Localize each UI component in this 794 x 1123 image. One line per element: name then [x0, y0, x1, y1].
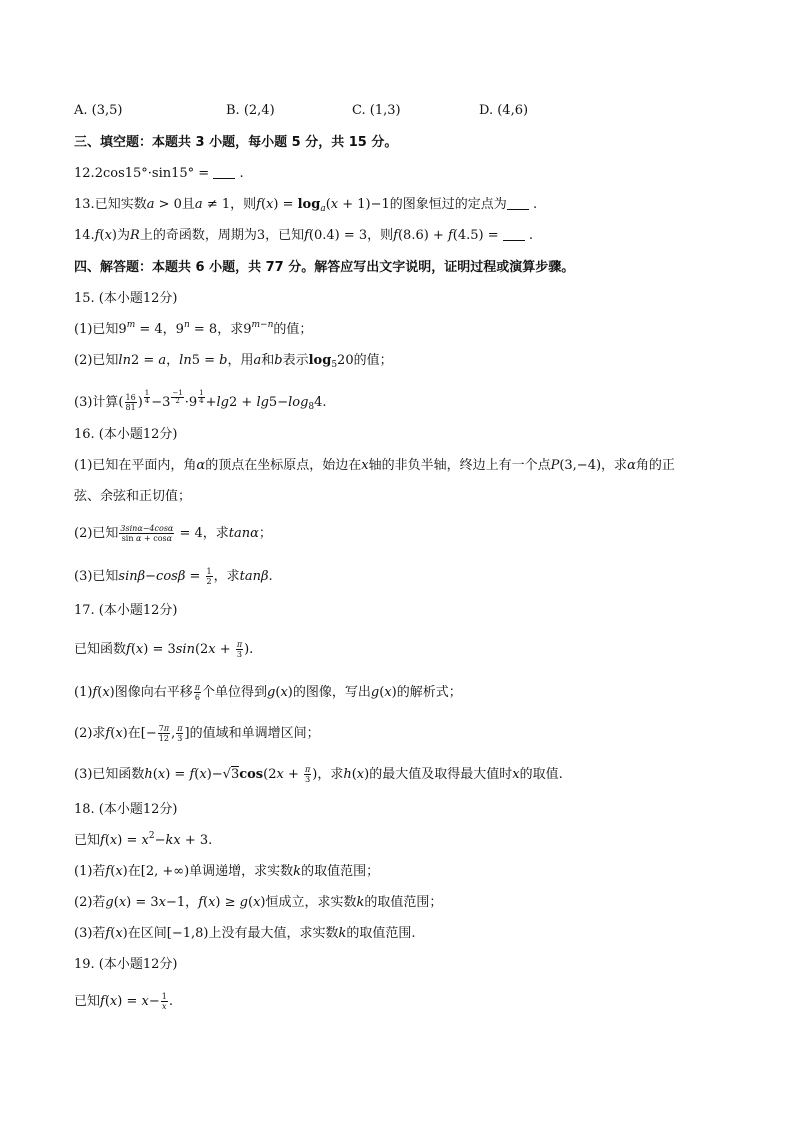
option-b: B. (2,4)	[226, 103, 275, 118]
option-a: A. (3,5)	[74, 103, 123, 118]
answer-blank	[503, 228, 525, 241]
q15-part3: (3)计算( $\frac{16}{81}$ ) $^{\frac{1}{4}}$ −3 $^{\frac{-1}{2}}$ ·9 $^{\frac{1}{4}}$ $+\lg 2 + \lg 5-\log_84$.	[74, 389, 327, 412]
q16-part3: (3)已知sinβ−cosβ = $\frac{1}{2}$ ，求tanβ.	[74, 567, 273, 586]
q17-part3: (3)已知函数h(x) = f(x)−√3cos(2x + $\frac{\pi}{3}$ )，求h(x)的最大值及取得最大值时x的取值.	[74, 765, 563, 784]
q17-part2: (2)求f(x)在[− $\frac{7\pi}{12}$ , $\frac{\pi}{3}$ ]的值域和单调增区间；	[74, 724, 320, 743]
q12-label: 12.	[74, 166, 95, 181]
q18-intro: 已知$f(x) = x^2-kx + 3$.	[74, 831, 213, 848]
q19-label: 19. (本小题12分)	[74, 957, 178, 972]
option-d: D. (4,6)	[479, 103, 529, 118]
section3-heading: 三、填空题：本题共 3 小题，每小题 5 分，共 15 分。	[74, 135, 398, 150]
q18-part1: (1)若f(x)在[2, +∞)单调递增，求实数k的取值范围；	[74, 864, 380, 879]
q15-part2: (2)已知ln2 = a，ln5 = b，用a和b表示$\log_520$的值；	[74, 353, 393, 370]
option-c: C. (1,3)	[352, 103, 401, 118]
q18-part2: (2)若g(x) = 3x−1，f(x) ≥ g(x)恒成立，求实数k的取值范围；	[74, 895, 443, 910]
q17-intro: 已知函数f(x) = 3sin(2x + $\frac{\pi}{3}$ ).	[74, 640, 254, 659]
q16-part1: (1)已知在平面内，角α的顶点在坐标原点，始边在x轴的非负半轴，终边上有一个点P(3,−4)，求α角的正	[74, 458, 675, 473]
q16-label: 16. (本小题12分)	[74, 427, 178, 442]
q12-tail: .	[239, 166, 244, 181]
answer-blank	[213, 166, 235, 179]
q12-expr: 2cos15°·sin15° =	[94, 166, 210, 181]
answer-blank	[507, 197, 529, 210]
q17-label: 17. (本小题12分)	[74, 603, 178, 618]
q16-part1-cont: 弦、余弦和正切值；	[74, 489, 192, 504]
question-12	[74, 165, 244, 183]
section4-heading: 四、解答题：本题共 6 小题，共 77 分。解答应写出文字说明，证明过程或演算步骤。	[74, 260, 575, 275]
q16-part2: (2)已知 $\frac{3\sin\alpha-4\cos\alpha}{\text{sin α + cosα}}$ = 4，求tanα；	[74, 524, 272, 543]
question-13: 13.已知实数a > 0且a ≠ 1，则$f(x) = \log_a(x + 1)-1$的图象恒过的定点为 .	[74, 197, 538, 214]
q18-label: 18. (本小题12分)	[74, 802, 178, 817]
question-14: 14.f(x)为R上的奇函数，周期为3，已知f(0.4) = 3，则f(8.6) + f(4.5) = .	[74, 228, 534, 243]
q17-part1: (1)f(x)图像向右平移 $\frac{\pi}{6}$ 个单位得到g(x)的图像，写出g(x)的解析式；	[74, 683, 462, 702]
q15-part1: (1)已知$9^m = 4$，$9^n = 8$，求$9^{m-n}$的值；	[74, 320, 313, 337]
q18-part3: (3)若f(x)在区间[−1,8)上没有最大值，求实数k的取值范围.	[74, 926, 416, 941]
q15-label: 15. (本小题12分)	[74, 291, 178, 306]
q19-intro: 已知f(x) = x− $\frac{1}{x}$ .	[74, 992, 173, 1011]
